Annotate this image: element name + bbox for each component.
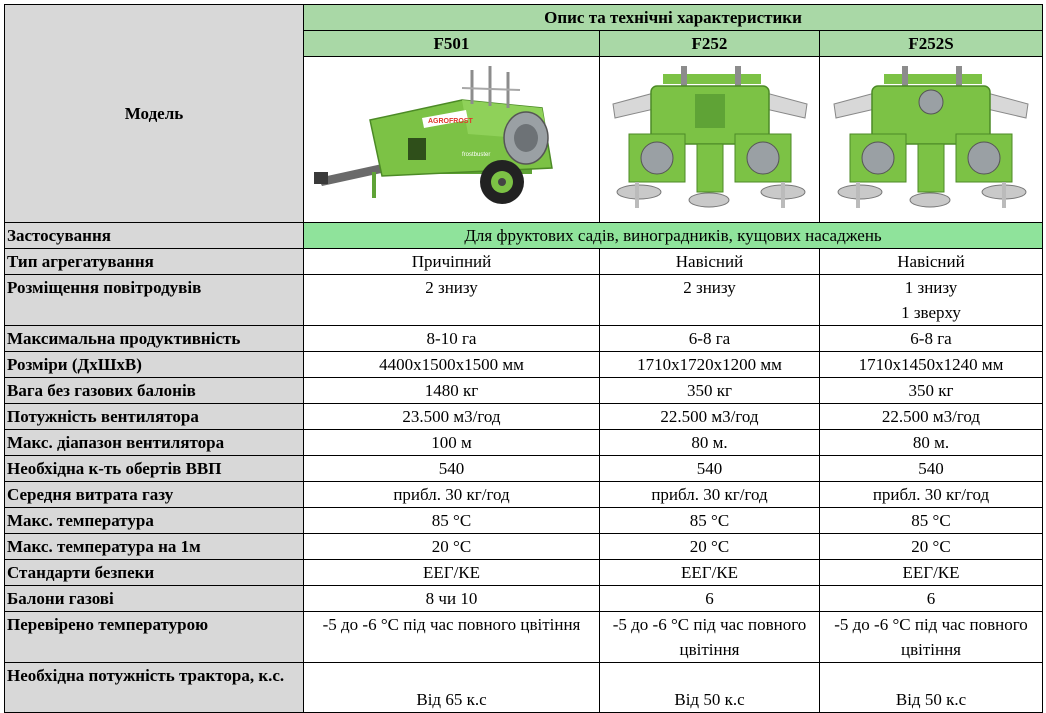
row-label: Макс. температура на 1м [5, 534, 304, 560]
row-label: Макс. діапазон вентилятора [5, 430, 304, 456]
application-value: Для фруктових садів, виноградників, кущових насаджень [304, 223, 1043, 249]
row-value: 100 м [304, 430, 600, 456]
row-value: Від 65 к.с [304, 663, 600, 713]
row-value: 1480 кг [304, 378, 600, 404]
row-label-application: Застосування [5, 223, 304, 249]
model-name-f501: F501 [304, 31, 600, 57]
row-value: ЕЕГ/КЕ [600, 560, 820, 586]
row-value: Навісний [600, 249, 820, 275]
row-value: Від 50 к.с [820, 663, 1043, 713]
row-value: 20 °С [304, 534, 600, 560]
row-value: Навісний [820, 249, 1043, 275]
row-label: Розміри (ДхШхВ) [5, 352, 304, 378]
row-label: Тип агрегатування [5, 249, 304, 275]
row-label: Потужність вентилятора [5, 404, 304, 430]
table-title: Опис та технічні характеристики [304, 5, 1043, 31]
table-row [5, 404, 1043, 430]
table-row [5, 326, 1043, 352]
row-value: 22.500 м3/год [600, 404, 820, 430]
model-name-f252: F252 [600, 31, 820, 57]
table-row [5, 508, 1043, 534]
row-value: 2 знизу [304, 275, 600, 326]
spec-rows [5, 249, 1043, 713]
row-label: Балони газові [5, 586, 304, 612]
row-label: Необхідна потужність трактора, к.с. [5, 663, 304, 713]
image-cell-f252s [820, 57, 1043, 223]
mounted-frost-machine-image [826, 60, 1036, 220]
model-label: Модель [5, 5, 304, 223]
row-value: 1 знизу 1 зверху [820, 275, 1043, 326]
brand-logo-text: AGROFROST [427, 117, 473, 125]
row-value: 20 °С [820, 534, 1043, 560]
row-label: Вага без газових балонів [5, 378, 304, 404]
row-value: 85 °С [600, 508, 820, 534]
row-value: Від 50 к.с [600, 663, 820, 713]
trailed-frost-machine-image [312, 60, 592, 220]
row-label: Макс. температура [5, 508, 304, 534]
model-name-f252s: F252S [820, 31, 1043, 57]
table-row [5, 482, 1043, 508]
table-row [5, 456, 1043, 482]
row-value: прибл. 30 кг/год [820, 482, 1043, 508]
table-row [5, 249, 1043, 275]
row-label: Максимальна продуктивність [5, 326, 304, 352]
row-value: 540 [304, 456, 600, 482]
table-row [5, 663, 1043, 713]
row-value: 540 [600, 456, 820, 482]
row-value: 80 м. [600, 430, 820, 456]
row-value: 23.500 м3/год [304, 404, 600, 430]
row-value: 2 знизу [600, 275, 820, 326]
row-value: ЕЕГ/КЕ [304, 560, 600, 586]
row-value: 540 [820, 456, 1043, 482]
table-row [5, 612, 1043, 663]
spec-table [4, 4, 1043, 713]
row-value: 80 м. [820, 430, 1043, 456]
row-value: 350 кг [820, 378, 1043, 404]
row-label: Перевірено температурою [5, 612, 304, 663]
row-value: прибл. 30 кг/год [304, 482, 600, 508]
side-brand-text: frostbuster [461, 151, 490, 158]
row-value: 22.500 м3/год [820, 404, 1043, 430]
row-value: 1710x1450x1240 мм [820, 352, 1043, 378]
table-row [5, 378, 1043, 404]
row-value: 6-8 га [600, 326, 820, 352]
row-value: 6 [820, 586, 1043, 612]
table-row [5, 560, 1043, 586]
row-label: Необхідна к-ть обертів ВВП [5, 456, 304, 482]
row-value: 6 [600, 586, 820, 612]
row-value: 85 °С [820, 508, 1043, 534]
image-cell-f252 [600, 57, 820, 223]
mounted-frost-machine-image [605, 60, 815, 220]
table-row [5, 586, 1043, 612]
row-value: 20 °С [600, 534, 820, 560]
table-row [5, 352, 1043, 378]
row-value: -5 до -6 °С під час повного цвітіння [304, 612, 600, 663]
row-label: Стандарти безпеки [5, 560, 304, 586]
row-label: Середня витрата газу [5, 482, 304, 508]
row-value: 6-8 га [820, 326, 1043, 352]
row-value: -5 до -6 °С під час повного цвітіння [820, 612, 1043, 663]
row-value: 8-10 га [304, 326, 600, 352]
row-label: Розміщення повітродувів [5, 275, 304, 326]
row-value: 85 °С [304, 508, 600, 534]
row-value: -5 до -6 °С під час повного цвітіння [600, 612, 820, 663]
row-value: прибл. 30 кг/год [600, 482, 820, 508]
row-value: Причіпний [304, 249, 600, 275]
row-value: 4400x1500x1500 мм [304, 352, 600, 378]
table-row [5, 534, 1043, 560]
table-row [5, 275, 1043, 326]
row-value: 350 кг [600, 378, 820, 404]
image-cell-f501 [304, 57, 600, 223]
row-value: 1710x1720x1200 мм [600, 352, 820, 378]
row-value: 8 чи 10 [304, 586, 600, 612]
table-row [5, 430, 1043, 456]
row-value: ЕЕГ/КЕ [820, 560, 1043, 586]
